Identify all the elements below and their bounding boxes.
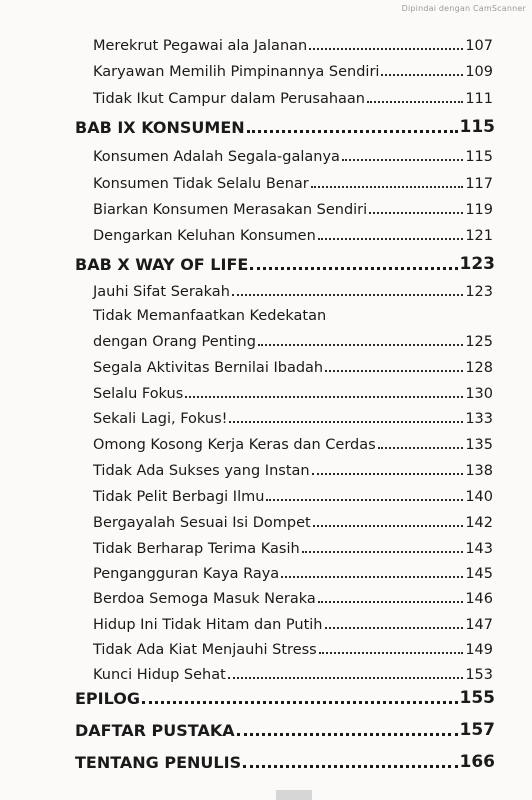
dot-leader (325, 369, 463, 372)
dot-leader (309, 47, 463, 50)
toc-page-number: 155 (459, 688, 495, 708)
dot-leader (247, 129, 458, 133)
toc-entry (93, 85, 493, 107)
dot-leader (369, 211, 463, 214)
toc-entry-title: Hidup Ini Tidak Hitam dan Putih (93, 617, 323, 633)
toc-entry (93, 560, 493, 582)
dot-leader (185, 395, 463, 398)
toc-entry (93, 278, 493, 300)
toc-entry-title: Tidak Memanfaatkan Kedekatan (93, 308, 327, 324)
toc-entry (93, 535, 493, 557)
toc-page-number: 109 (465, 64, 493, 80)
page-tab-mark (276, 790, 312, 800)
toc-entry-title: Berdoa Semoga Masuk Neraka (93, 591, 316, 607)
toc-entry (93, 58, 493, 80)
dot-leader (311, 185, 464, 188)
toc-entry-title: Konsumen Adalah Segala-galanya (93, 149, 340, 165)
toc-entry (93, 143, 493, 165)
toc-entry-title: DAFTAR PUSTAKA (75, 721, 235, 740)
toc-page-number: 157 (459, 720, 495, 740)
dot-leader (313, 524, 464, 527)
toc-entry (93, 661, 493, 683)
toc-page-number: 123 (465, 284, 493, 300)
dot-leader (281, 575, 463, 578)
toc-chapter-entry (75, 250, 495, 274)
dot-leader (250, 266, 457, 270)
toc-page-number: 130 (465, 386, 493, 402)
toc-entry-title: Merekrut Pegawai ala Jalanan (93, 38, 308, 54)
toc-entry-title: Jauhi Sifat Serakah (93, 284, 230, 300)
toc-entry-title: Pengangguran Kaya Raya (93, 566, 280, 582)
toc-entry (93, 405, 493, 427)
dot-leader (229, 420, 463, 423)
toc-entry-title: Segala Aktivitas Bernilai Ibadah (93, 360, 324, 376)
toc-entry-title: BAB X WAY OF LIFE (75, 255, 249, 274)
toc-entry (93, 636, 493, 658)
toc-entry-title: Tidak Ada Kiat Menjauhi Stress (93, 642, 317, 658)
toc-entry-title: Biarkan Konsumen Merasakan Sendiri (93, 202, 368, 218)
dot-leader (319, 651, 464, 654)
dot-leader (142, 700, 458, 704)
toc-chapter-entry (75, 684, 495, 708)
toc-page-number: 142 (465, 515, 493, 531)
toc-page-number: 121 (465, 228, 493, 244)
toc-entry (93, 380, 493, 402)
toc-entry-title: EPILOG (75, 689, 140, 708)
toc-entry-title: Tidak Berharap Terima Kasih (93, 541, 300, 557)
toc-page-number: 140 (465, 489, 493, 505)
toc-page-number: 115 (465, 149, 493, 165)
scanner-watermark: Dipindai dengan CamScanner (401, 4, 526, 13)
toc-entry-title: Tidak Pelit Berbagi Ilmu (93, 489, 265, 505)
toc-entry-title: Karyawan Memilih Pimpinannya Sendiri (93, 64, 380, 80)
toc-page-number: 145 (465, 566, 493, 582)
toc-entry-title: Bergayalah Sesuai Isi Dompet (93, 515, 311, 531)
toc-entry (93, 196, 493, 218)
toc-entry (93, 509, 493, 531)
toc-page-number: 133 (465, 411, 493, 427)
toc-entry-title: TENTANG PENULIS (75, 753, 242, 772)
dot-leader (381, 73, 463, 76)
toc-entry (93, 32, 493, 54)
toc-entry (93, 354, 493, 376)
dot-leader (318, 600, 464, 603)
toc-page-number: 135 (465, 437, 493, 453)
toc-entry (93, 328, 493, 350)
toc-page-number: 143 (465, 541, 493, 557)
toc-page-number: 111 (465, 91, 493, 107)
toc-page-number: 166 (459, 752, 495, 772)
toc-entry (93, 302, 493, 324)
toc-page-number: 123 (459, 254, 495, 274)
toc-chapter-entry (75, 716, 495, 740)
toc-page-number: 149 (465, 642, 493, 658)
dot-leader (342, 158, 463, 161)
toc-page-number: 138 (465, 463, 493, 479)
toc-entry-title: Sekali Lagi, Fokus! (93, 411, 228, 427)
toc-entry (93, 170, 493, 192)
toc-entry-title: Tidak Ikut Campur dalam Perusahaan (93, 91, 365, 107)
toc-entry-title: Omong Kosong Kerja Keras dan Cerdas (93, 437, 376, 453)
dot-leader (232, 293, 463, 296)
dot-leader (258, 343, 463, 346)
dot-leader (367, 100, 463, 103)
dot-leader (325, 626, 464, 629)
toc-entry (93, 457, 493, 479)
toc-entry (93, 585, 493, 607)
toc-entry (93, 483, 493, 505)
dot-leader (318, 237, 464, 240)
toc-entry-title: dengan Orang Penting (93, 334, 256, 350)
toc-entry-title: Selalu Fokus (93, 386, 184, 402)
toc-page-number: 119 (465, 202, 493, 218)
toc-entry-title: BAB IX KONSUMEN (75, 118, 245, 137)
dot-leader (237, 732, 458, 736)
dot-leader (378, 446, 464, 449)
toc-page-number: 117 (465, 176, 493, 192)
toc-entry-title: Konsumen Tidak Selalu Benar (93, 176, 309, 192)
toc-entry-title: Dengarkan Keluhan Konsumen (93, 228, 316, 244)
dot-leader (228, 676, 464, 679)
toc-entry (93, 431, 493, 453)
dot-leader (302, 550, 464, 553)
toc-entry-title: Kunci Hidup Sehat (93, 667, 226, 683)
toc-page-number: 128 (465, 360, 493, 376)
dot-leader (266, 498, 463, 501)
toc-entry (93, 611, 493, 633)
toc-page-number: 146 (465, 591, 493, 607)
toc-page-number: 125 (465, 334, 493, 350)
toc-page-number: 115 (459, 117, 495, 137)
dot-leader (243, 764, 457, 768)
toc-page-number: 107 (465, 38, 493, 54)
toc-chapter-entry (75, 748, 495, 772)
toc-page-number: 147 (465, 617, 493, 633)
toc-chapter-entry (75, 113, 495, 137)
toc-page-number: 153 (465, 667, 493, 683)
dot-leader (312, 472, 464, 475)
toc-entry (93, 222, 493, 244)
toc-entry-title: Tidak Ada Sukses yang Instan (93, 463, 310, 479)
